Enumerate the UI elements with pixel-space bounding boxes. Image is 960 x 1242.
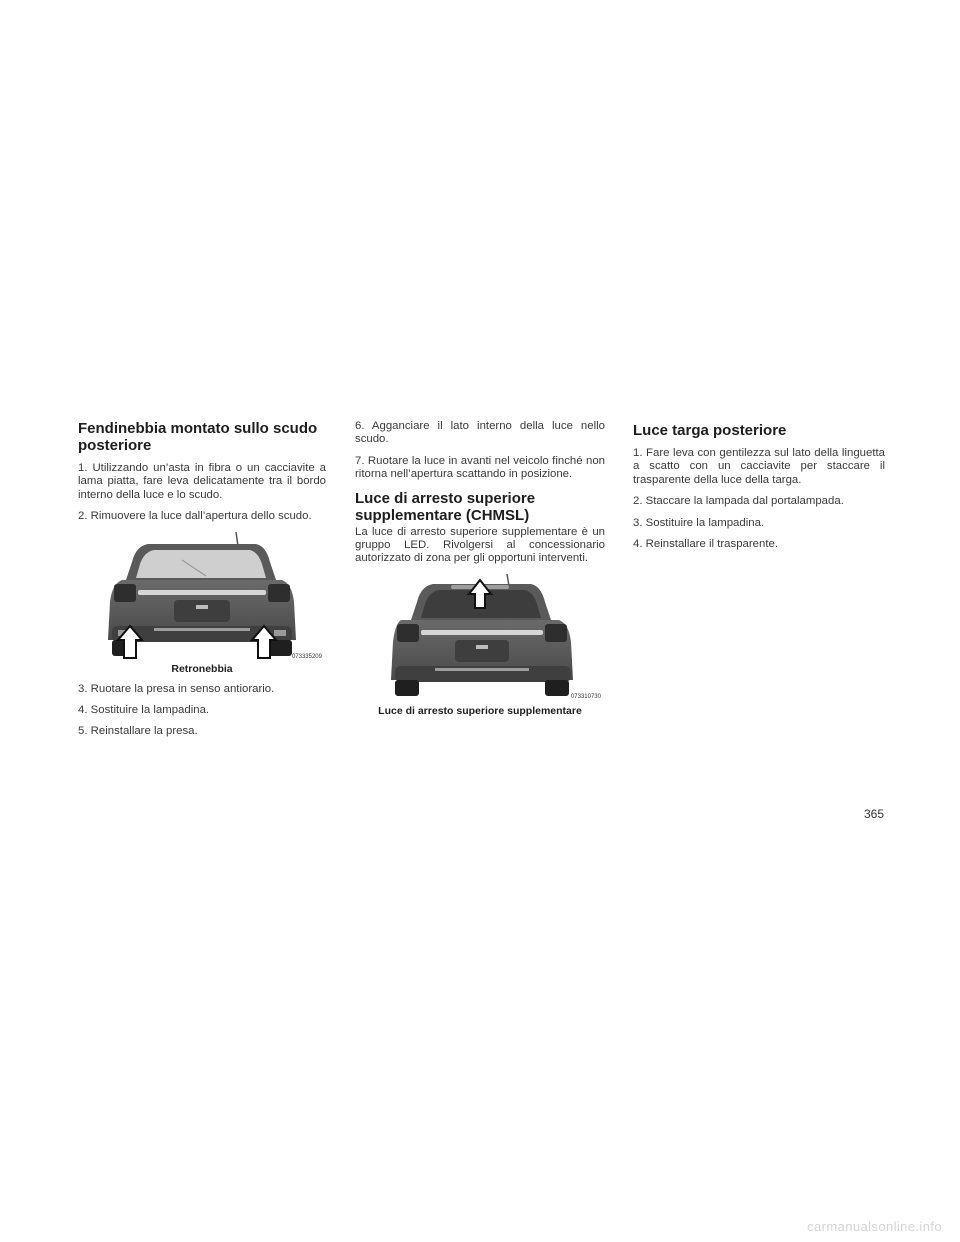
step-1: 1. Fare leva con gentilezza sul lato della linguetta a scatto con un cacciavite per staccare il trasparente della luce della targa. [633,447,885,486]
step-1: 1. Utilizzando un’asta in fibra o un cacciavite a lama piatta, fare leva delicatamente tra il bordo interno della luce e lo scudo. [78,462,326,501]
column-middle [355,420,605,725]
car-chmsl-illustration [355,574,605,702]
figure-caption: Luce di arresto superiore supplementare [378,704,582,717]
heading-rear-fog: Fendinebbia montato sullo scudo posteriore [78,420,318,454]
car-rear-fog-illustration [78,532,326,660]
figure-code: 073335209 [291,653,322,660]
step-3: 3. Sostituire la lampadina. [633,516,765,529]
chmsl-paragraph: La luce di arresto superiore supplementare è un gruppo LED. Rivolgersi al concessionario autorizzato di zona per gli opportuni interventi. [355,525,605,565]
page-number: 365 [863,807,884,821]
step-3: 3. Ruotare la presa in senso antiorario. [78,682,275,695]
step-7: 7. Ruotare la luce in avanti nel veicolo finché non ritorna nell’apertura scattando in posizione. [355,454,605,481]
figure-code: 073310730 [570,693,601,700]
heading-license: Luce targa posteriore [633,422,787,439]
step-6: 6. Agganciare il lato interno della luce nello scudo. [355,420,605,446]
figure-caption: Retronebbia [171,662,233,675]
step-4: 4. Reinstallare il trasparente. [633,538,778,551]
figure-chmsl [355,574,605,717]
column-right [633,422,885,559]
step-2: 2. Staccare la lampada dal portalampada. [633,495,844,508]
step-2: 2. Rimuovere la luce dall’apertura dello scudo. [78,510,312,523]
step-4: 4. Sostituire la lampadina. [78,704,210,717]
figure-rear-fog [78,532,326,675]
column-left [78,420,326,747]
step-5: 5. Reinstallare la presa. [78,725,198,738]
watermark: carmanualsonline.info [807,1219,942,1234]
heading-chmsl: Luce di arresto superiore supplementare (CHMSL) [355,489,536,524]
